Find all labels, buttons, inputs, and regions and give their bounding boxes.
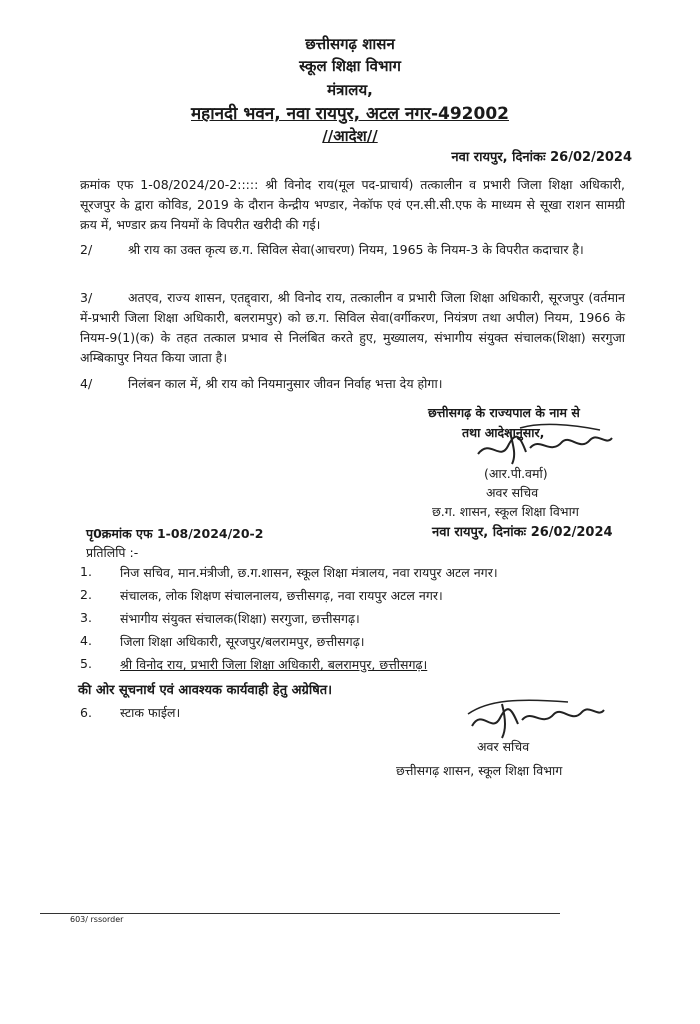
signature-1 xyxy=(470,418,620,470)
footer-divider xyxy=(40,913,560,914)
header-government: छत्तीसगढ़ शासन xyxy=(305,35,395,53)
copy-to-label: प्रतिलिपि :- xyxy=(86,545,139,560)
paragraph-4 xyxy=(80,374,625,394)
by-order-line: तथा आदेशानुसार, xyxy=(462,425,545,440)
governor-order-line: छत्तीसगढ़ के राज्यपाल के नाम से xyxy=(428,405,580,420)
paragraph-4-text: निलंबन काल में, श्री राय को नियमानुसार जीवन निर्वाह भत्ता देय होगा। xyxy=(128,376,443,391)
paragraph-2 xyxy=(80,240,625,260)
forward-note: की ओर सूचनार्थ एवं आवश्यक कार्यवाही हेतु अग्रेषित। xyxy=(78,683,333,698)
paragraph-1-text: क्रमांक एफ 1-08/2024/20-2::::: श्री विनोद राय(मूल पद-प्राचार्य) तत्कालीन व प्रभारी जिला शिक्षा अधिकारी, सूरजपुर के द्वारा कोविड, 2019 के दौरान केन्द्रीय भण्डार, नेकॉफ एवं एन.सी.सी.एफ के माध्यम से सूखा राशन सामग्री क्रय में, भण्डार क्रय नियमों के विपरीत खरीदी की गई। xyxy=(80,177,625,232)
paragraph-1 xyxy=(80,175,625,235)
header-address: महानदी भवन, नवा रायपुर, अटल नगर-492002 xyxy=(191,104,509,124)
order-title: //आदेश// xyxy=(322,127,378,145)
copy-list xyxy=(80,564,498,679)
footer-code: 603/ rssorder xyxy=(70,915,124,924)
paragraph-2-number: 2/ xyxy=(80,242,93,257)
paragraph-2-text: श्री राय का उक्त कृत्य छ.ग. सिविल सेवा(आचरण) नियम, 1965 के नियम-3 के विपरीत कदाचार है। xyxy=(128,242,584,257)
paragraph-3-text: अतएव, राज्य शासन, एतद्द्वारा, श्री विनोद राय, तत्कालीन व प्रभारी जिला शिक्षा अधिकारी, सूरजपुर (वर्तमान में-प्रभारी जिला शिक्षा अधिकारी, बलरामपुर) को छ.ग. सिविल सेवा(वर्गीकरण, नियंत्रण तथा अपील) नियम, 1966 के नियम-9(1)(क) के तहत तत्काल प्रभाव से निलंबित करते हुए, मुख्यालय, संभागीय संयुक्त संचालक(शिक्षा) सरगुजा अम्बिकापुर नियत किया जाता है। xyxy=(80,290,625,365)
list-item: 3. संभागीय संयुक्त संचालक(शिक्षा) सरगुजा, छत्तीसगढ़। xyxy=(80,610,360,626)
list-item: 4. जिला शिक्षा अधिकारी, सूरजपुर/बलरामपुर, छत्तीसगढ़। xyxy=(80,633,365,649)
order-date: नवा रायपुर, दिनांकः 26/02/2024 xyxy=(451,150,632,165)
signatory-2-designation: अवर सचिव xyxy=(477,739,530,754)
signatory-2-department: छत्तीसगढ़ शासन, स्कूल शिक्षा विभाग xyxy=(396,763,563,778)
paragraph-4-number: 4/ xyxy=(80,376,93,391)
list-item: 5. श्री विनोद राय, प्रभारी जिला शिक्षा अधिकारी, बलरामपुर, छत्तीसगढ़। xyxy=(80,656,428,672)
signature-2 xyxy=(458,694,608,742)
endorsement-date: नवा रायपुर, दिनांकः 26/02/2024 xyxy=(432,525,613,540)
header-ministry: मंत्रालय, xyxy=(327,81,373,99)
item-6: 6. स्टाक फाईल। xyxy=(80,705,181,720)
signatory-1-designation: अवर सचिव xyxy=(486,485,539,500)
list-item: 1. निज सचिव, मान.मंत्रीजी, छ.ग.शासन, स्कूल शिक्षा मंत्रालय, नवा रायपुर अटल नगर। xyxy=(80,564,498,580)
paragraph-3 xyxy=(80,288,625,368)
signatory-1-name: (आर.पी.वर्मा) xyxy=(484,466,548,481)
signatory-1-department: छ.ग. शासन, स्कूल शिक्षा विभाग xyxy=(432,504,579,519)
paragraph-3-number: 3/ xyxy=(80,290,93,305)
list-item: 2. संचालक, लोक शिक्षण संचालनालय, छत्तीसगढ़, नवा रायपुर अटल नगर। xyxy=(80,587,443,603)
endorsement-number: पृ0क्रमांक एफ 1-08/2024/20-2 xyxy=(86,526,264,541)
header-department: स्कूल शिक्षा विभाग xyxy=(299,57,401,75)
